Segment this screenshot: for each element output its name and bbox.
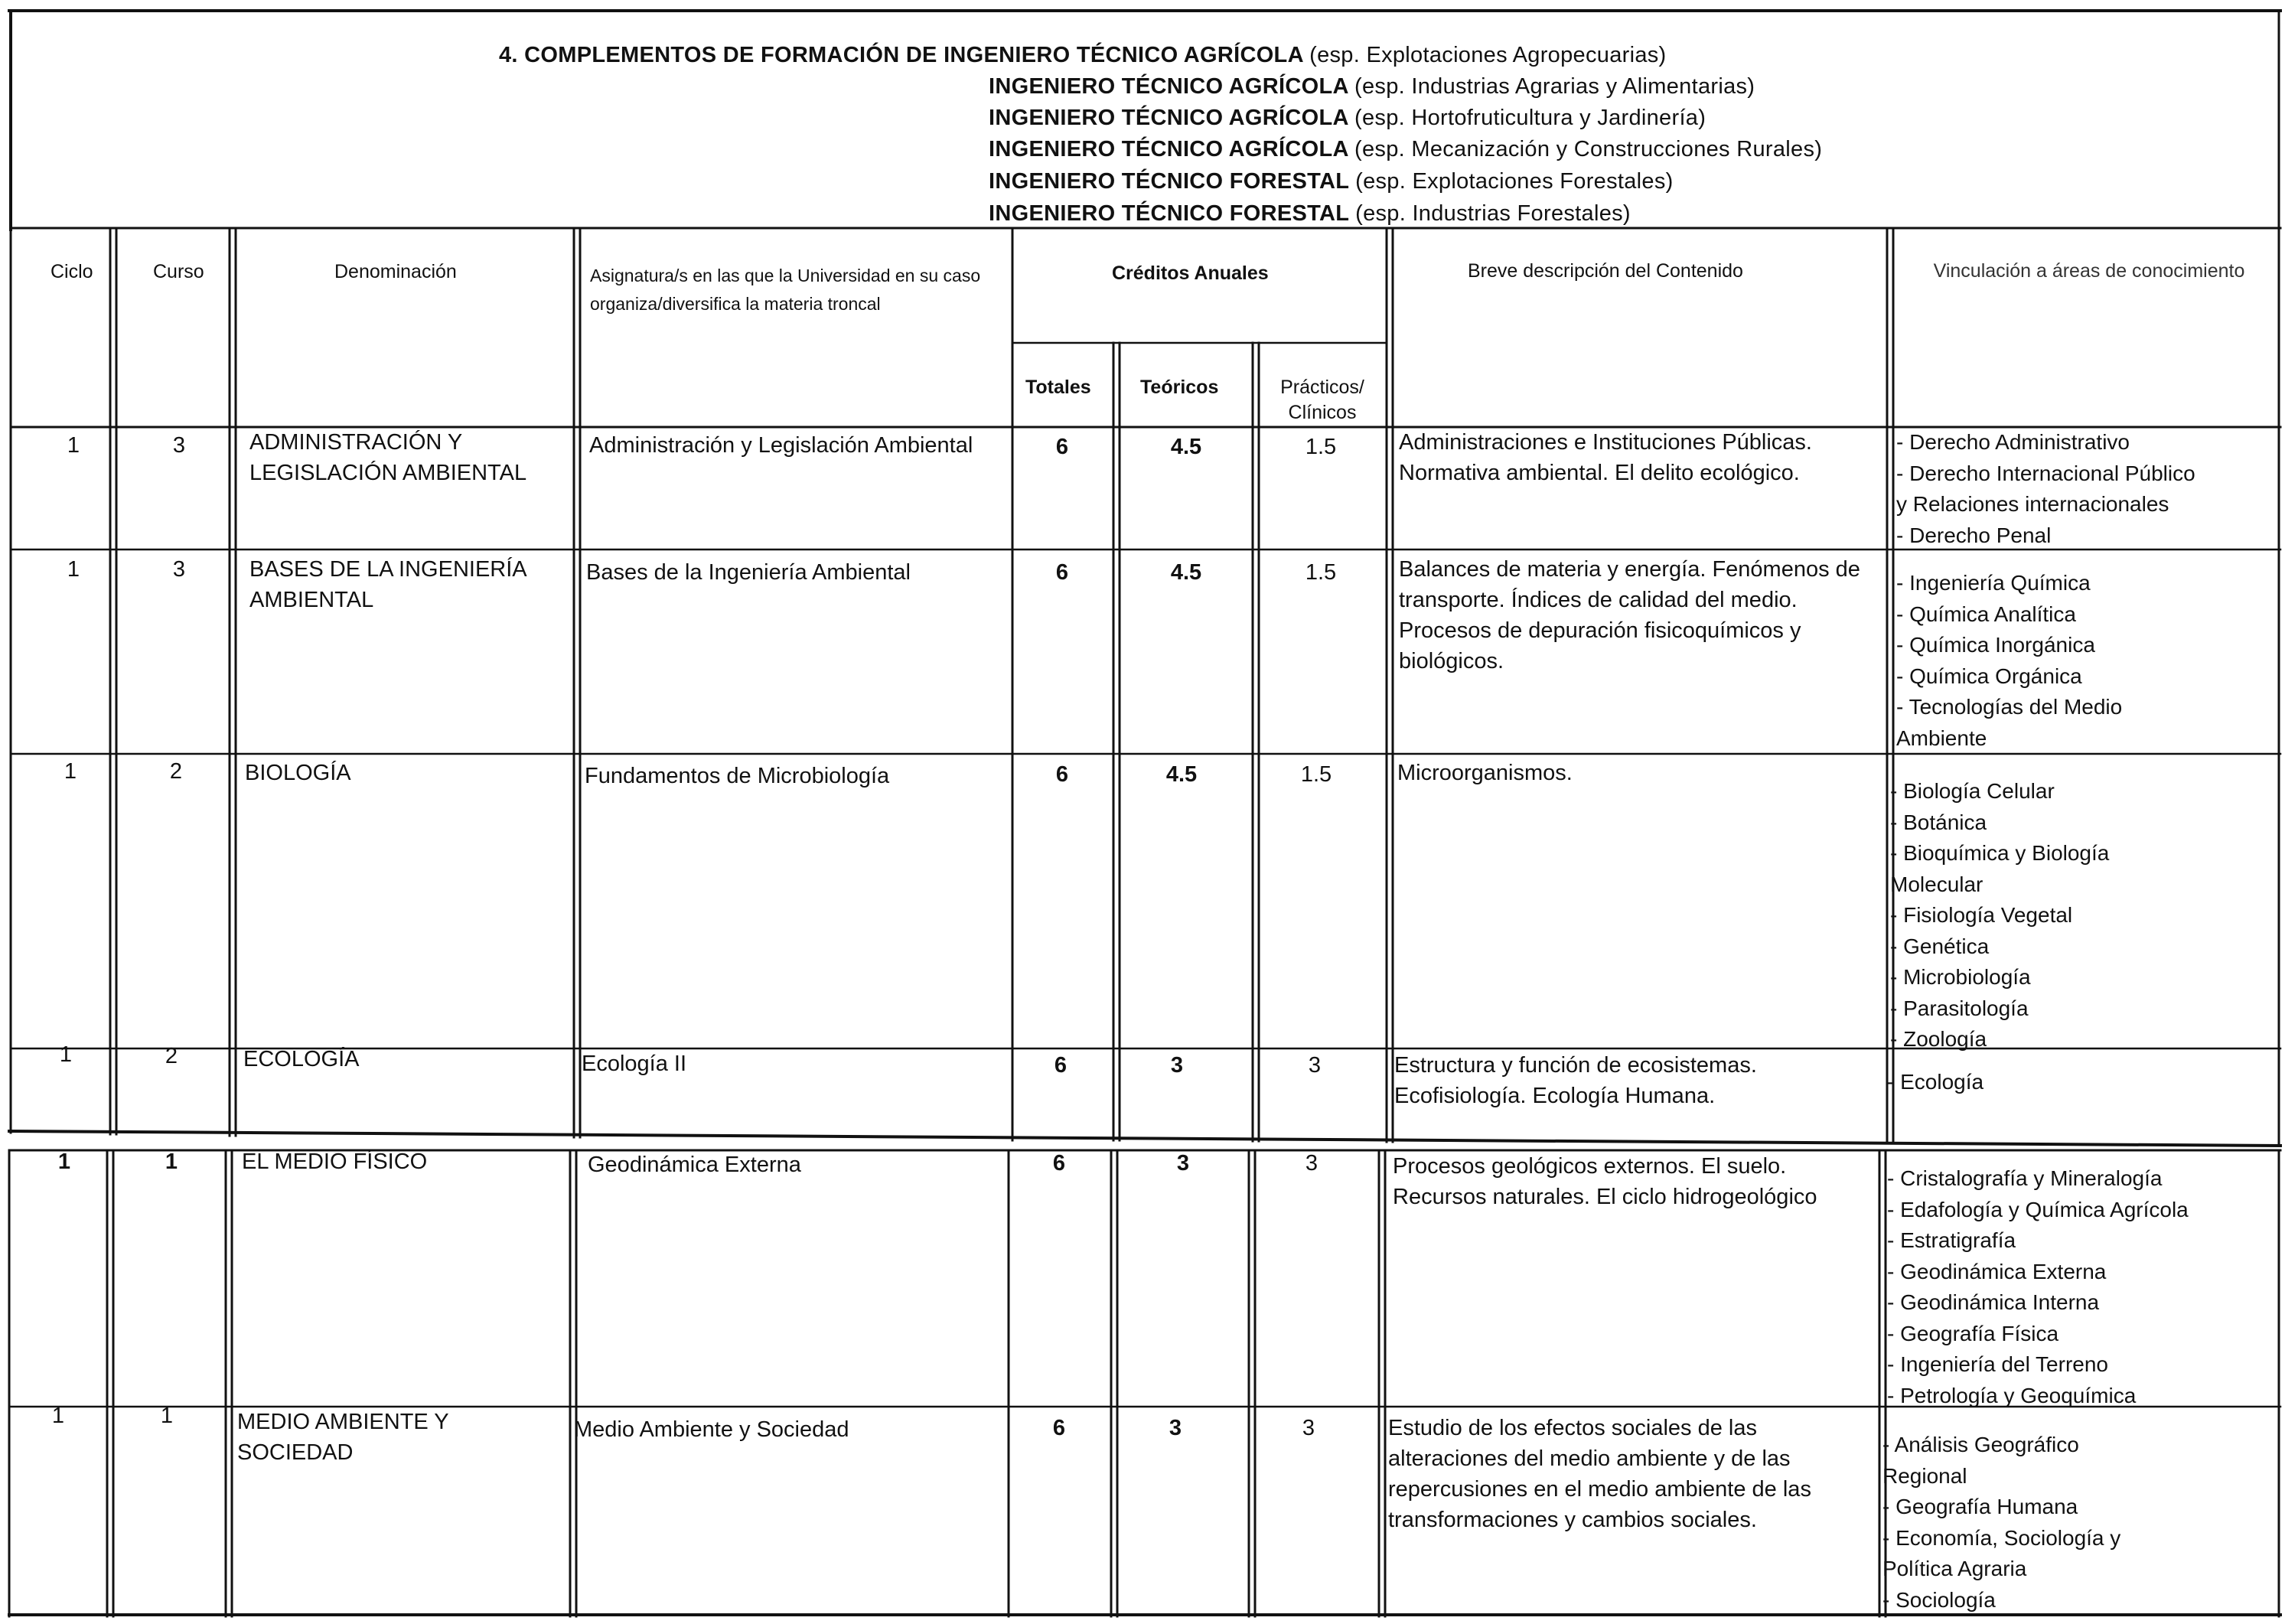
- degree-spec: (esp. Hortofruticultura y Jardinería): [1354, 106, 1706, 130]
- cell-curso: 2: [165, 1044, 178, 1068]
- cell-descripcion: Balances de materia y energía. Fenómenos de transporte. Índices de calidad del medio. Procesos de depuración fisicoquímicos y biológicos.: [1399, 557, 1860, 673]
- cell-ciclo: 1: [51, 1404, 65, 1428]
- cell-ciclo: 1: [57, 1150, 71, 1174]
- degree-name: INGENIERO TÉCNICO AGRÍCOLA: [989, 74, 1348, 99]
- cell-practicos: 3: [1302, 1416, 1315, 1440]
- cell-curso: 3: [172, 557, 186, 582]
- cell-ciclo: 1: [67, 557, 80, 582]
- cell-areas: [1896, 568, 2279, 754]
- area-item: y Relaciones internacionales: [1896, 492, 2169, 516]
- cell-denominacion: ECOLOGÍA: [243, 1047, 360, 1071]
- area-item: - Bioquímica y Biología: [1890, 841, 2110, 865]
- degree-name: INGENIERO TÉCNICO FORESTAL: [989, 201, 1349, 226]
- area-item: - Ecología: [1887, 1070, 1984, 1094]
- area-item: - Edafología y Química Agrícola: [1887, 1197, 2189, 1221]
- area-item: - Ingeniería Química: [1896, 571, 2091, 595]
- cell-denominacion: MEDIO AMBIENTE Y SOCIEDAD: [237, 1410, 449, 1465]
- area-item: - Botánica: [1890, 810, 1987, 834]
- cell-areas: [1882, 1430, 2265, 1616]
- cell-descripcion: Estructura y función de ecosistemas. Ecofisiología. Ecología Humana.: [1394, 1053, 1757, 1108]
- cell-descripcion: Administraciones e Instituciones Públicas. Normativa ambiental. El delito ecológico.: [1399, 430, 1812, 485]
- area-item: - Geografía Humana: [1882, 1495, 2078, 1518]
- cell-curso: 1: [165, 1150, 178, 1174]
- title-line-3: [989, 107, 1706, 129]
- header-curso: Curso: [153, 261, 204, 282]
- cell-asignatura: Bases de la Ingeniería Ambiental: [586, 560, 911, 585]
- cell-curso: 3: [172, 433, 186, 458]
- cell-ciclo: 1: [67, 433, 80, 458]
- cell-asignatura: Ecología II: [582, 1052, 687, 1076]
- area-item: - Cristalografía y Mineralogía: [1887, 1166, 2163, 1190]
- cell-totales: 6: [1052, 1416, 1066, 1440]
- cell-denominacion: EL MEDIO FÍSICO: [242, 1150, 428, 1174]
- cell-teoricos: 3: [1170, 1053, 1184, 1078]
- area-item: - Análisis Geográfico: [1882, 1433, 2079, 1456]
- cell-areas: [1890, 776, 2273, 1055]
- header-descripcion: Breve descripción del Contenido: [1468, 260, 1743, 282]
- area-item: - Zoología: [1890, 1027, 1987, 1051]
- header-practicos: Prácticos/ Clínicos: [1280, 377, 1364, 423]
- header-totales: Totales: [1025, 377, 1091, 398]
- area-item: - Petrología y Geoquímica: [1887, 1383, 2137, 1407]
- cell-teoricos: 4.5: [1170, 560, 1202, 585]
- area-item: - Genética: [1890, 934, 1990, 958]
- header-vinculacion: Vinculación a áreas de conocimiento: [1933, 260, 2245, 282]
- degree-name: INGENIERO TÉCNICO AGRÍCOLA: [989, 137, 1348, 161]
- title-lead: COMPLEMENTOS DE FORMACIÓN DE: [524, 43, 937, 67]
- cell-practicos: 1.5: [1300, 762, 1332, 787]
- area-item: - Derecho Administrativo: [1896, 430, 2130, 454]
- cell-totales: 6: [1055, 762, 1069, 787]
- cell-totales: 6: [1055, 435, 1069, 459]
- cell-areas: [1896, 427, 2279, 551]
- cell-asignatura: Geodinámica Externa: [588, 1153, 801, 1177]
- area-item: - Estratigrafía: [1887, 1228, 2016, 1252]
- cell-descripcion: Microorganismos.: [1397, 761, 1573, 785]
- area-item: - Sociología: [1882, 1587, 1996, 1612]
- header-denominacion: Denominación: [334, 261, 457, 282]
- degree-spec: (esp. Industrias Forestales): [1355, 201, 1631, 226]
- title-number: 4.: [499, 43, 518, 67]
- area-item: Política Agraria: [1882, 1557, 2027, 1580]
- cell-asignatura: Fundamentos de Microbiología: [585, 764, 890, 788]
- area-item: Regional: [1882, 1463, 1967, 1488]
- area-item: - Química Orgánica: [1896, 664, 2082, 688]
- cell-practicos: 3: [1305, 1151, 1319, 1176]
- header-asignaturas: Asignatura/s en las que la Universidad en su caso organiza/diversifica la materia troncal: [590, 266, 981, 314]
- cell-descripcion: Procesos geológicos externos. El suelo. Recursos naturales. El ciclo hidrogeológico: [1393, 1154, 1817, 1209]
- cell-practicos: 1.5: [1305, 560, 1337, 585]
- title-line-4: [989, 139, 1822, 161]
- cell-totales: 6: [1055, 560, 1069, 585]
- cell-descripcion: Estudio de los efectos sociales de las alteraciones del medio ambiente y de las repercusiones en el medio ambiente de las transformaciones y cambios sociales.: [1388, 1416, 1811, 1532]
- area-item: - Microbiología: [1890, 965, 2031, 989]
- degree-spec: (esp. Mecanización y Construcciones Rurales): [1354, 137, 1823, 161]
- header-ciclo: Ciclo: [51, 261, 93, 282]
- degree-spec: (esp. Explotaciones Agropecuarias): [1309, 43, 1667, 67]
- title-line-5: [989, 171, 1674, 193]
- area-item: - Derecho Internacional Público: [1896, 461, 2195, 485]
- degree-name: INGENIERO TÉCNICO FORESTAL: [989, 169, 1349, 194]
- cell-practicos: 3: [1308, 1053, 1322, 1078]
- cell-practicos: 1.5: [1305, 435, 1337, 459]
- cell-areas: [1887, 1067, 2270, 1098]
- cell-curso: 1: [160, 1404, 174, 1428]
- cell-curso: 2: [169, 759, 183, 784]
- area-item: - Economía, Sociología y: [1882, 1525, 2121, 1550]
- area-item: - Geodinámica Interna: [1887, 1290, 2100, 1314]
- degree-spec: (esp. Explotaciones Forestales): [1355, 169, 1674, 194]
- area-item: - Fisiología Vegetal: [1890, 903, 2073, 927]
- area-item: - Parasitología: [1890, 996, 2029, 1020]
- title-line-1: [499, 44, 1667, 67]
- cell-teoricos: 4.5: [1165, 762, 1198, 787]
- title-line-2: [989, 76, 1755, 98]
- area-item: - Química Analítica: [1896, 602, 2076, 626]
- degree-spec: (esp. Industrias Agrarias y Alimentarias): [1354, 74, 1755, 99]
- area-item: - Química Inorgánica: [1896, 633, 2095, 657]
- header-teoricos: Teóricos: [1140, 377, 1219, 398]
- area-item: - Geografía Física: [1887, 1321, 2059, 1345]
- cell-areas: [1887, 1163, 2277, 1411]
- area-item: - Ingeniería del Terreno: [1887, 1352, 2108, 1376]
- degree-name: INGENIERO TÉCNICO AGRÍCOLA: [944, 43, 1303, 67]
- cell-teoricos: 3: [1176, 1151, 1190, 1176]
- header-creditos-anuales: Créditos Anuales: [1112, 263, 1269, 284]
- area-item: - Tecnologías del Medio: [1896, 695, 2123, 719]
- cell-teoricos: 3: [1169, 1416, 1182, 1440]
- cell-totales: 6: [1054, 1053, 1068, 1078]
- area-item: Ambiente: [1896, 726, 1987, 750]
- cell-ciclo: 1: [59, 1042, 73, 1067]
- area-item: - Biología Celular: [1890, 779, 2055, 803]
- cell-denominacion: BASES DE LA INGENIERÍA AMBIENTAL: [249, 557, 526, 612]
- cell-ciclo: 1: [64, 759, 77, 784]
- area-item: Molecular: [1890, 872, 1983, 896]
- title-line-6: [989, 203, 1631, 225]
- cell-denominacion: ADMINISTRACIÓN Y LEGISLACIÓN AMBIENTAL: [249, 430, 527, 485]
- cell-asignatura: Medio Ambiente y Sociedad: [574, 1417, 849, 1442]
- area-item: - Geodinámica Externa: [1887, 1259, 2107, 1283]
- cell-teoricos: 4.5: [1170, 435, 1202, 459]
- area-item: - Derecho Penal: [1896, 523, 2052, 547]
- cell-asignatura: Administración y Legislación Ambiental: [589, 433, 973, 458]
- cell-denominacion: BIOLOGÍA: [245, 761, 351, 785]
- degree-name: INGENIERO TÉCNICO AGRÍCOLA: [989, 106, 1348, 130]
- cell-totales: 6: [1052, 1151, 1066, 1176]
